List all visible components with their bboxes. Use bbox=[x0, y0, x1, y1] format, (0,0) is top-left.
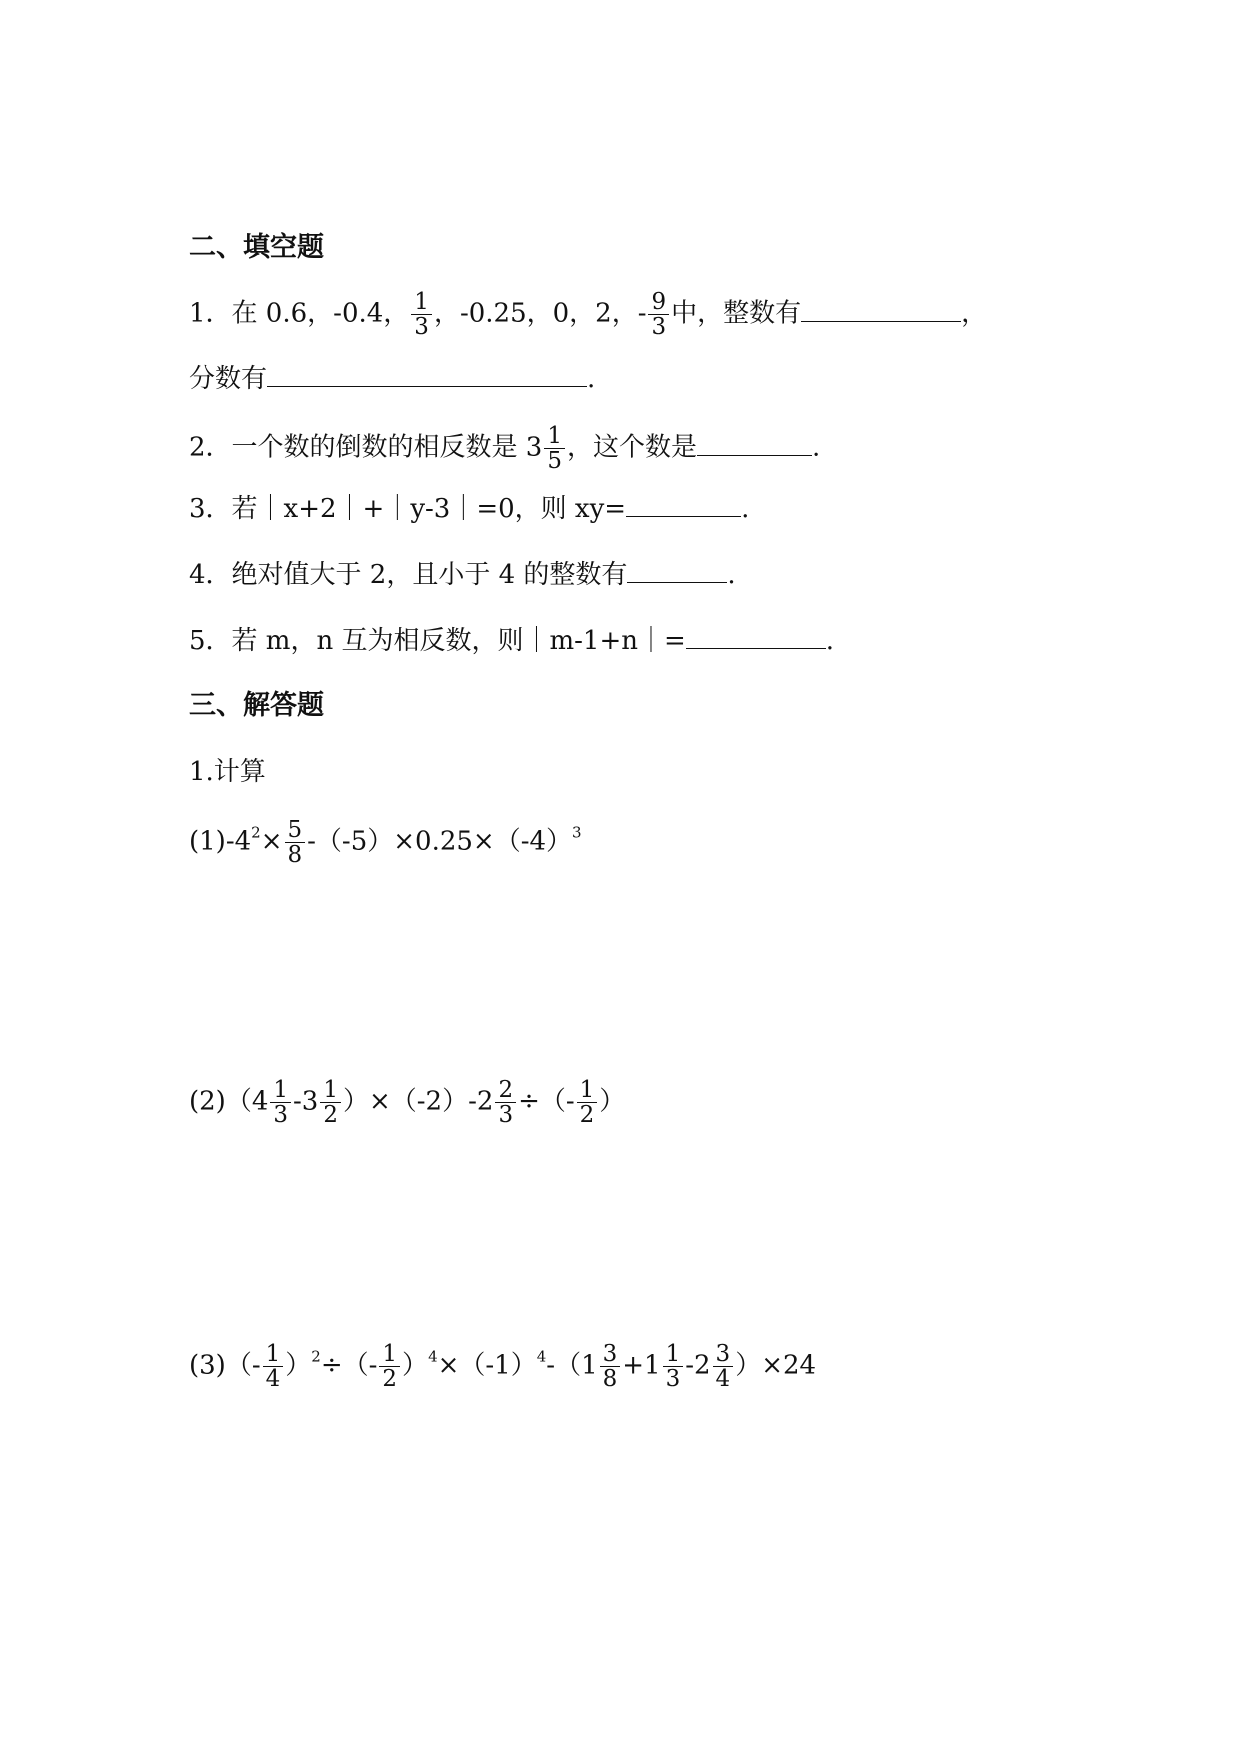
fraction: $\frac{1}{5}$ bbox=[544, 424, 565, 473]
fraction: $\frac{1}{3}$ bbox=[663, 1342, 684, 1391]
fraction: $\frac{1}{2}$ bbox=[577, 1078, 598, 1127]
calc-title: 1.计算 bbox=[189, 757, 266, 787]
problem-3: (3)（- $\frac{1}{4}$ ）$^2$÷（- $\frac{1}{2}$ ）$^4\times(-1)^4-(1$ $\frac{3}{8}$ +1 $\frac{1}{3}$ -2 $\frac{3}{4}$ ）×24 bbox=[189, 1341, 817, 1392]
fraction: $\frac{1}{2}$ bbox=[320, 1078, 341, 1127]
fraction: $\frac{2}{3}$ bbox=[495, 1078, 516, 1127]
question-2: 2．一个数的倒数的相反数是 3 $\frac{1}{5}$ ，这个数是 . bbox=[189, 423, 821, 474]
answer-blank[interactable] bbox=[626, 492, 741, 517]
fraction: $\frac{1}{3}$ bbox=[411, 290, 432, 339]
fraction: $\frac{3}{4}$ bbox=[713, 1342, 734, 1391]
fraction: $\frac{9}{3}$ bbox=[648, 290, 669, 339]
fraction: $\frac{3}{8}$ bbox=[600, 1342, 621, 1391]
fraction: $\frac{1}{3}$ bbox=[270, 1078, 291, 1127]
section-3-heading: 三、解答题 bbox=[189, 690, 324, 721]
answer-blank[interactable] bbox=[627, 558, 727, 583]
fraction: $\frac{1}{4}$ bbox=[263, 1342, 284, 1391]
question-1: 1．在 0.6，-0.4， $\frac{1}{3}$ ，-0.25，0，2，- $\frac{9}{3}$ 中，整数有 ， bbox=[189, 289, 988, 340]
problem-1: $(1)-4^2\times$ $\frac{5}{8}$ $-(-5)\times 0.25\times(-4)^3$ bbox=[189, 817, 582, 868]
answer-blank[interactable] bbox=[697, 431, 812, 456]
question-1-cont: 分数有 . bbox=[189, 364, 596, 394]
problem-2: (2)（4 $\frac{1}{3}$ -3 $\frac{1}{2}$ ）×（-2）-2 $\frac{2}{3}$ ÷（- $\frac{1}{2}$ ） bbox=[189, 1077, 626, 1128]
answer-blank[interactable] bbox=[801, 297, 961, 322]
question-4: 4．绝对值大于 2，且小于 4 的整数有 . bbox=[189, 560, 736, 590]
answer-blank[interactable] bbox=[267, 362, 587, 387]
question-3: 3．若｜x+2｜+｜y-3｜=0，则 xy= . bbox=[189, 494, 750, 524]
question-5: 5．若 m，n 互为相反数，则｜m-1+n｜= . bbox=[189, 626, 835, 656]
answer-blank[interactable] bbox=[686, 624, 826, 649]
section-2-heading: 二、填空题 bbox=[189, 232, 324, 263]
fraction: $\frac{5}{8}$ bbox=[285, 818, 306, 867]
fraction: $\frac{1}{2}$ bbox=[379, 1342, 400, 1391]
